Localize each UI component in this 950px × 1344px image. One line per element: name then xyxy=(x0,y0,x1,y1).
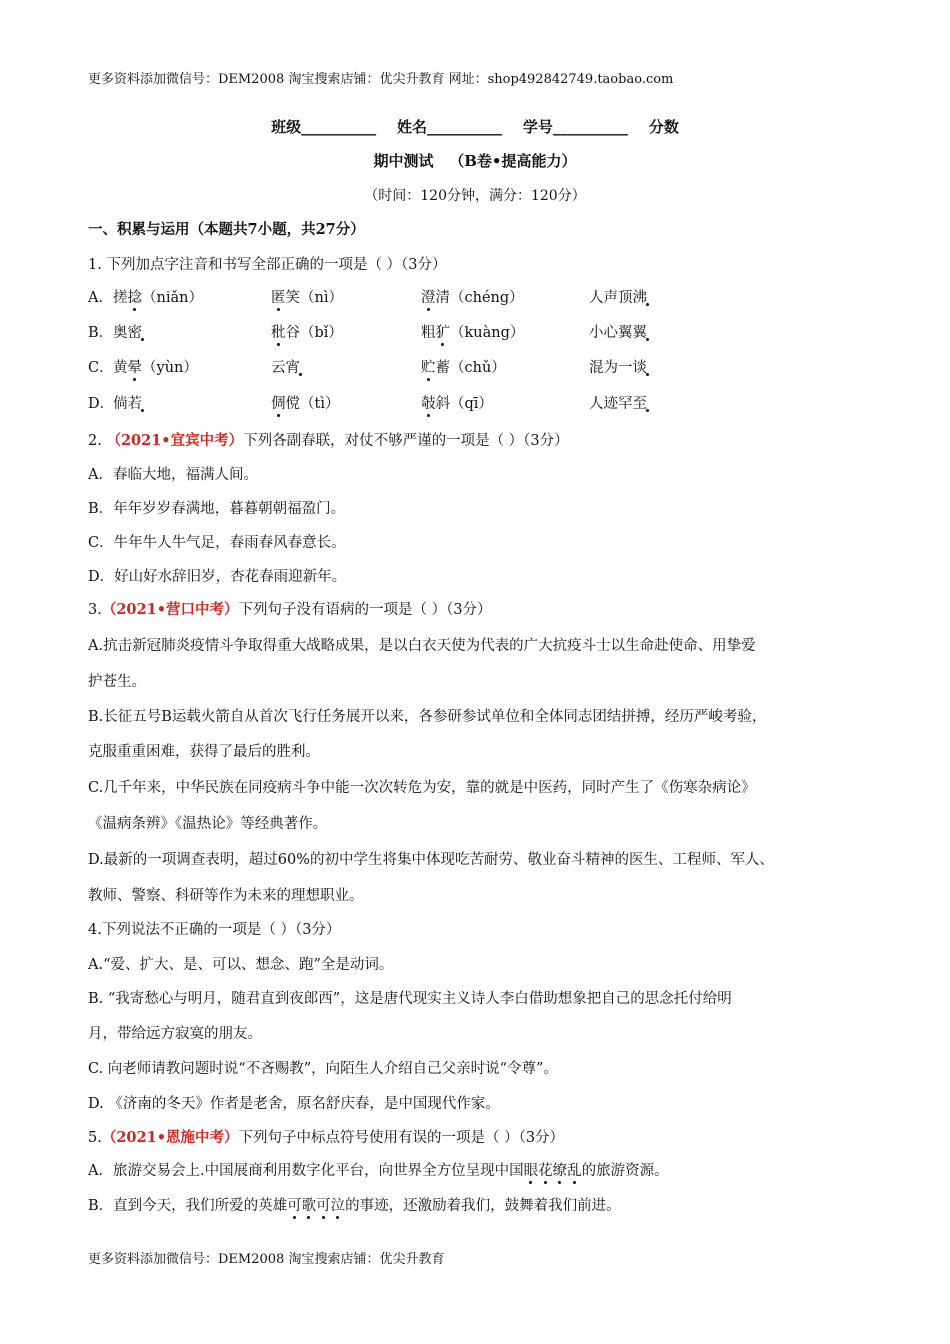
footer-note: 更多资料添加微信号：DEM2008 淘宝搜索店铺：优尖升教育 xyxy=(88,1252,445,1267)
option-word: 粗犷（kuàng） xyxy=(421,321,524,342)
q5-option-b: B．直到今天，我们所爱的英雄可歌可泣的事迹，还激励着我们，鼓舞着我们前进。 xyxy=(88,1194,621,1215)
q3-stem: 3.（2021•营口中考）下列句子没有语病的一项是（ ）（3分） xyxy=(88,601,492,618)
q5-stem: 5.（2021•恩施中考）下列句子中标点符号使用有误的一项是（ ）（3分） xyxy=(88,1129,565,1146)
q3-option-line: 教师、警察、科研等作为未来的理想职业。 xyxy=(88,888,364,904)
option-label: C． xyxy=(88,360,114,376)
option-word: 攲斜（qī） xyxy=(421,392,493,413)
option-word: 贮蓄（chǔ） xyxy=(421,356,506,377)
q2-option-a: A．春临大地，福满人间。 xyxy=(88,467,258,483)
option-word: 人迹罕至 xyxy=(589,396,647,412)
option-label: D． xyxy=(88,396,115,412)
q3-option-line: 克服重重困难，获得了最后的胜利。 xyxy=(88,744,320,760)
q2-source: （2021•宜宾中考） xyxy=(106,432,244,449)
option-word: 倜傥（tì） xyxy=(271,392,339,413)
option-word: 奥密 xyxy=(113,325,142,341)
option-word: 搓捻（niǎn） xyxy=(113,286,203,307)
option-word: 倘若 xyxy=(113,396,142,412)
q5-option-a: A．旅游交易会上.中国展商利用数字化平台，向世界全方位呈现中国眼花缭乱的旅游资源。 xyxy=(88,1159,669,1180)
exam-title: 期中测试 （B卷•提高能力） xyxy=(373,152,577,170)
q3-option-line: C.几千年来，中华民族在同疫病斗争中能一次次转危为安，靠的就是中医药，同时产生了《伤寒杂病论》 xyxy=(88,780,756,796)
q3-option-line: A.抗击新冠肺炎疫情斗争取得重大战略成果，是以白衣天使为代表的广大抗疫斗士以生命赴使命、用挚爱 xyxy=(88,638,756,654)
q3-option-line: 护苍生。 xyxy=(88,674,146,690)
option-word: 黄晕（yùn） xyxy=(113,356,198,377)
q3-option-line: 《温病条辨》《温热论》等经典著作。 xyxy=(88,816,328,832)
q4-option-line: D. 《济南的冬天》作者是老舍，原名舒庆春，是中国现代作家。 xyxy=(88,1096,500,1112)
exam-subtitle: （时间：120分钟，满分：120分） xyxy=(364,188,586,204)
option-word: 小心翼翼 xyxy=(589,325,647,341)
section-heading: 一、积累与运用（本题共7小题，共27分） xyxy=(88,221,365,238)
q4-option-line: 月，带给远方寂寞的朋友。 xyxy=(88,1026,262,1042)
option-word: 混为一谈 xyxy=(589,360,647,376)
option-word: 澄清（chéng） xyxy=(421,286,524,307)
header-note: 更多资料添加微信号：DEM2008 淘宝搜索店铺：优尖升教育 网址：shop492842749.taobao.com xyxy=(88,72,674,87)
dotted-emphasis: 眼花缭乱 xyxy=(524,1163,582,1179)
option-word: 云宵 xyxy=(271,360,300,376)
dotted-emphasis: 可歌可泣 xyxy=(287,1198,345,1214)
q5-source: （2021•恩施中考） xyxy=(101,1129,239,1146)
q1-stem: 1. 下列加点字注音和书写全部正确的一项是（ ）（3分） xyxy=(88,257,447,273)
q2-option-d: D．好山好水辞旧岁，杏花春雨迎新年。 xyxy=(88,569,347,585)
option-word: 秕谷（bǐ） xyxy=(271,321,343,342)
q3-option-line: B.长征五号B运载火箭自从首次飞行任务展开以来，各参研参试单位和全体同志团结拼搏，经历严峻考验， xyxy=(88,709,767,725)
q4-option-line: C. 向老师请教问题时说“不吝赐教”，向陌生人介绍自己父亲时说“令尊”。 xyxy=(88,1061,558,1077)
q4-option-line: A.“爱、扩大、是、可以、想念、跑”全是动词。 xyxy=(88,957,394,973)
option-word: 匿笑（nì） xyxy=(271,286,343,307)
option-word: 人声顶沸 xyxy=(589,290,647,306)
q3-option-line: D.最新的一项调查表明，超过60%的初中学生将集中体现吃苦耐劳、敬业奋斗精神的医生、工程师、军人、 xyxy=(88,852,774,868)
q2-option-b: B．年年岁岁春满地，暮暮朝朝福盈门。 xyxy=(88,501,346,517)
option-label: A． xyxy=(88,290,113,306)
option-label: B． xyxy=(88,325,114,341)
q4-stem: 4.下列说法不正确的一项是（ ）（3分） xyxy=(88,922,341,938)
q2-stem: 2. （2021•宜宾中考）下列各副春联，对仗不够严谨的一项是（ ）（3分） xyxy=(88,432,569,449)
student-info: 班级__________ 姓名__________ 学号__________ 分数 xyxy=(271,118,679,136)
q3-source: （2021•营口中考） xyxy=(101,601,239,618)
q4-option-line: B. “我寄愁心与明月，随君直到夜郎西”，这是唐代现实主义诗人李白借助想象把自己的思念托付给明 xyxy=(88,991,732,1007)
q2-option-c: C．牛年牛人牛气足，春雨春风春意长。 xyxy=(88,535,346,551)
